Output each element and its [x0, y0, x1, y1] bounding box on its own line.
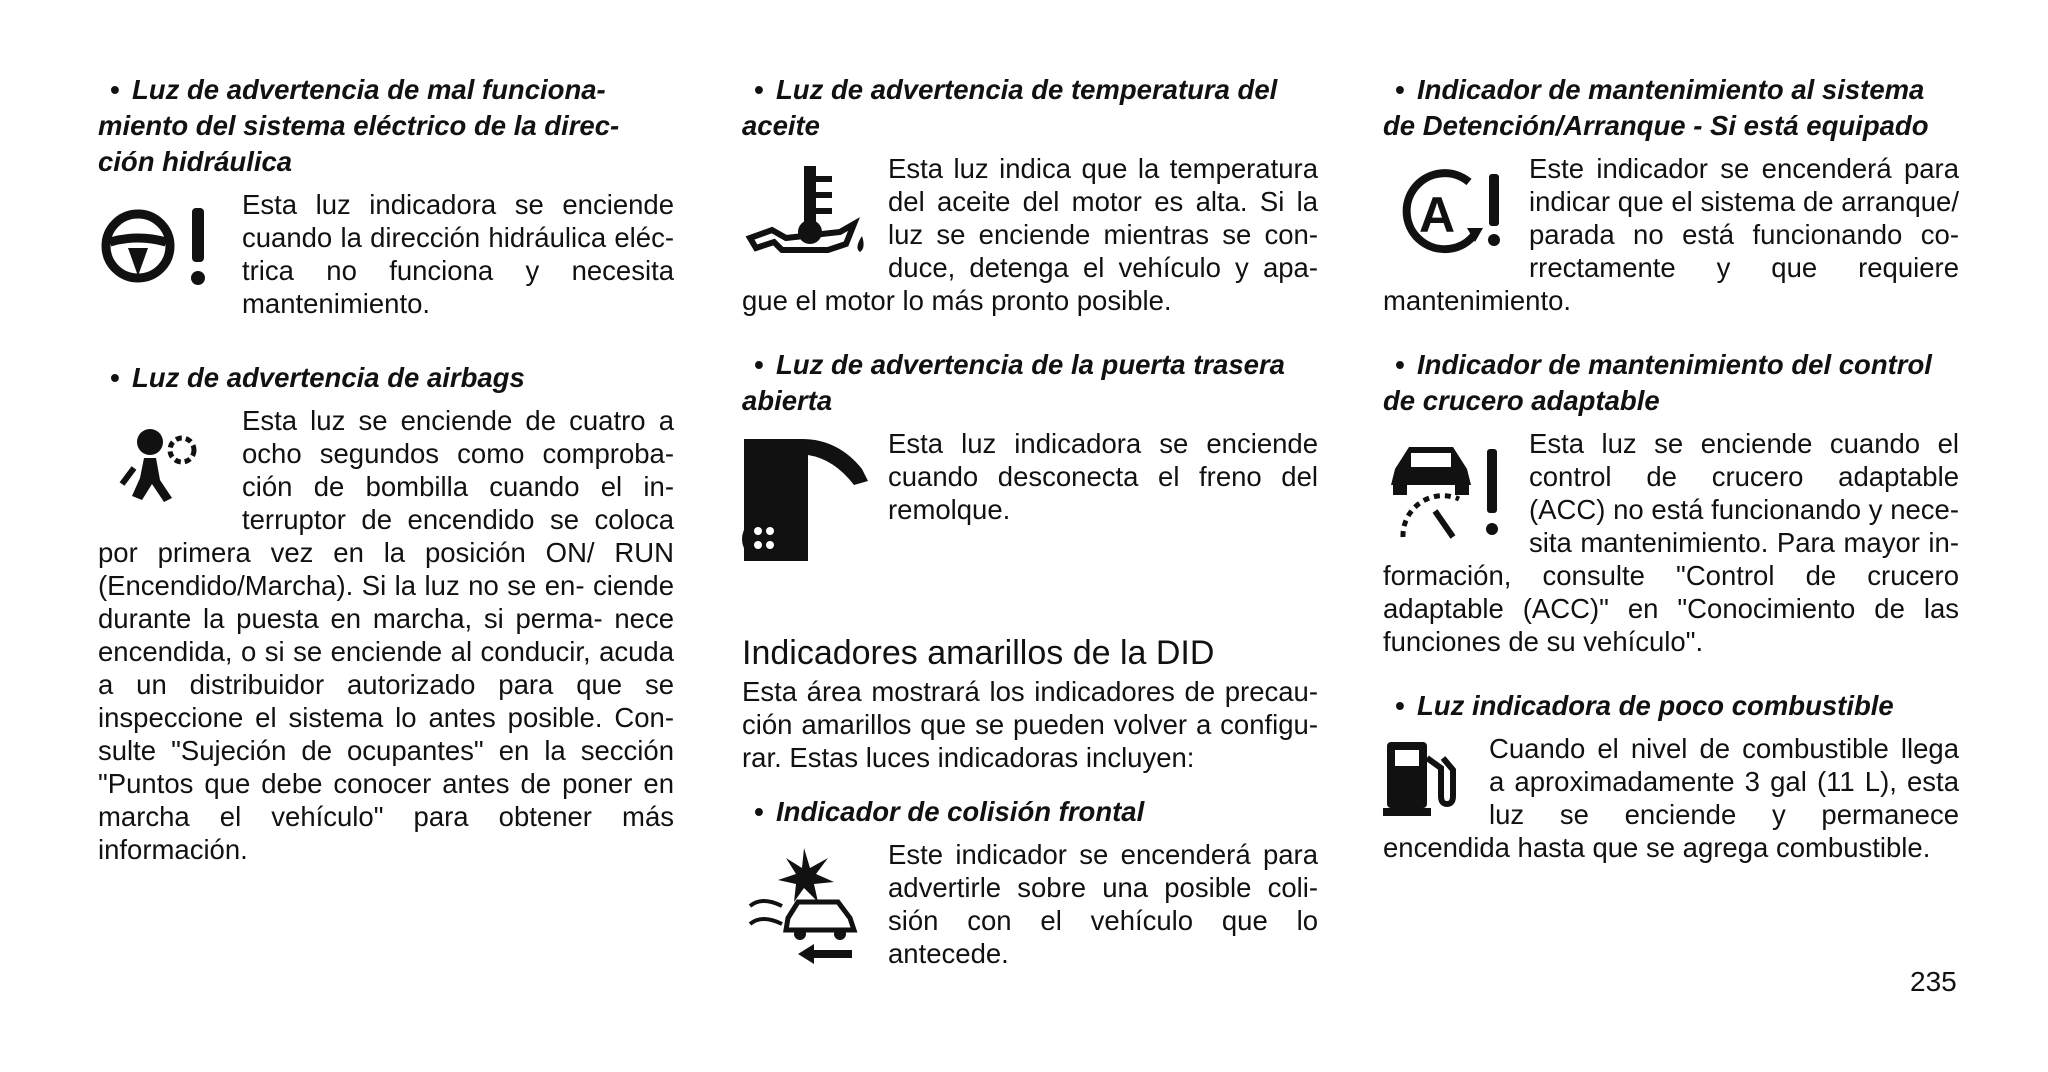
- item-description: Esta luz se enciende de cuatro a ocho segundos como comproba- ción de bombilla cuando el in- terruptor de encendido se coloca por primera vez en la posición ON/ RUN (Encendido/Marcha). Si la luz no se en- ciende durante la puesta en marcha, si perma- nece encendida, o si se enciende al conducir, acuda a un distribuidor autorizado para que se inspeccione el sistema lo antes posible. Con- sulte "Sujeción de ocupantes" en la sección "Puntos que debe conocer antes de poner en marcha el vehículo" para obtener más información.: [98, 405, 674, 865]
- bullet: •: [754, 796, 764, 827]
- page-number: 235: [1910, 966, 1957, 997]
- airbag-icon: [98, 410, 226, 520]
- item-description: Cuando el nivel de combustible llega a aproximadamente 3 gal (11 L), esta luz se enciende y permanece encendida hasta que se agrega combustible.: [1383, 733, 1959, 863]
- item-description: Este indicador se encenderá para advertirle sobre una posible coli- sión con el vehículo que lo antecede.: [888, 839, 1318, 969]
- bullet: •: [1395, 349, 1405, 380]
- low-fuel-item: [1383, 688, 1959, 864]
- bullet: •: [110, 74, 120, 105]
- item-title: • Indicador de mantenimiento del control de crucero adaptable: [1383, 349, 1932, 416]
- stop-start-service-icon: [1383, 158, 1513, 268]
- steering-warning-item: [98, 72, 674, 320]
- bullet: •: [754, 74, 764, 105]
- liftgate-open-icon: [742, 433, 872, 569]
- bullet: •: [754, 349, 764, 380]
- bullet: •: [1395, 74, 1405, 105]
- item-description: Esta luz indicadora se enciende cuando desconecta el freno del remolque.: [888, 428, 1318, 525]
- bullet: •: [1395, 690, 1405, 721]
- section-intro: Esta área mostrará los indicadores de precau- ción amarillos que se pueden volver a configu- rar. Estas luces indicadoras incluyen:: [742, 676, 1318, 773]
- forward-collision-item: [742, 794, 1318, 976]
- acc-service-item: [1383, 347, 1959, 658]
- fuel-pump-icon: [1383, 738, 1473, 818]
- section-heading: Indicadores amarillos de la DID: [742, 634, 1215, 672]
- oil-temperature-icon: [742, 158, 872, 278]
- column-left: [98, 72, 674, 896]
- item-description: Este indicador se encenderá para indicar que el sistema de arranque/ parada no está funcionando co- rrectamente y que requiere mantenimiento.: [1383, 153, 1959, 316]
- acc-service-icon: [1383, 433, 1513, 549]
- item-description: Esta luz indicadora se enciende cuando la dirección hidráulica eléc- trica no funciona y necesita mantenimiento.: [242, 189, 674, 319]
- item-title: • Luz de advertencia de temperatura del aceite: [742, 74, 1278, 141]
- item-title: • Indicador de mantenimiento al sistema de Detención/Arranque - Si está equipado: [1383, 74, 1929, 141]
- forward-collision-icon: [742, 844, 872, 972]
- airbag-item: [98, 360, 674, 866]
- item-description: Esta luz indica que la temperatura del aceite del motor es alta. Si la luz se enciende mientras se con- duce, detenga el vehículo y apa- gue el motor lo más pronto posible.: [742, 153, 1318, 316]
- column-middle: [742, 72, 1318, 1006]
- item-title: • Luz indicadora de poco combustible: [1383, 688, 1959, 724]
- item-title: • Luz de advertencia de airbags: [98, 360, 674, 396]
- item-title: • Luz de advertencia de mal funciona- miento del sistema eléctrico de la direc- ción hidráulica: [98, 74, 620, 177]
- column-right: [1383, 72, 1959, 894]
- oil-temperature-item: [742, 72, 1318, 317]
- item-title: • Indicador de colisión frontal: [742, 794, 1318, 830]
- item-title: • Luz de advertencia de la puerta trasera abierta: [742, 349, 1285, 416]
- liftgate-item: [742, 347, 1318, 573]
- stop-start-item: [1383, 72, 1959, 317]
- item-description: Esta luz se enciende cuando el control de crucero adaptable (ACC) no está funcionando y nece- sita mantenimiento. Para mayor in- formación, consulte "Control de crucero adaptable (ACC)" en "Conocimiento de las funciones de su vehículo".: [1383, 428, 1959, 657]
- steering-warning-icon: [98, 194, 226, 298]
- bullet: •: [110, 362, 120, 393]
- svg-text:A: A: [1419, 187, 1456, 243]
